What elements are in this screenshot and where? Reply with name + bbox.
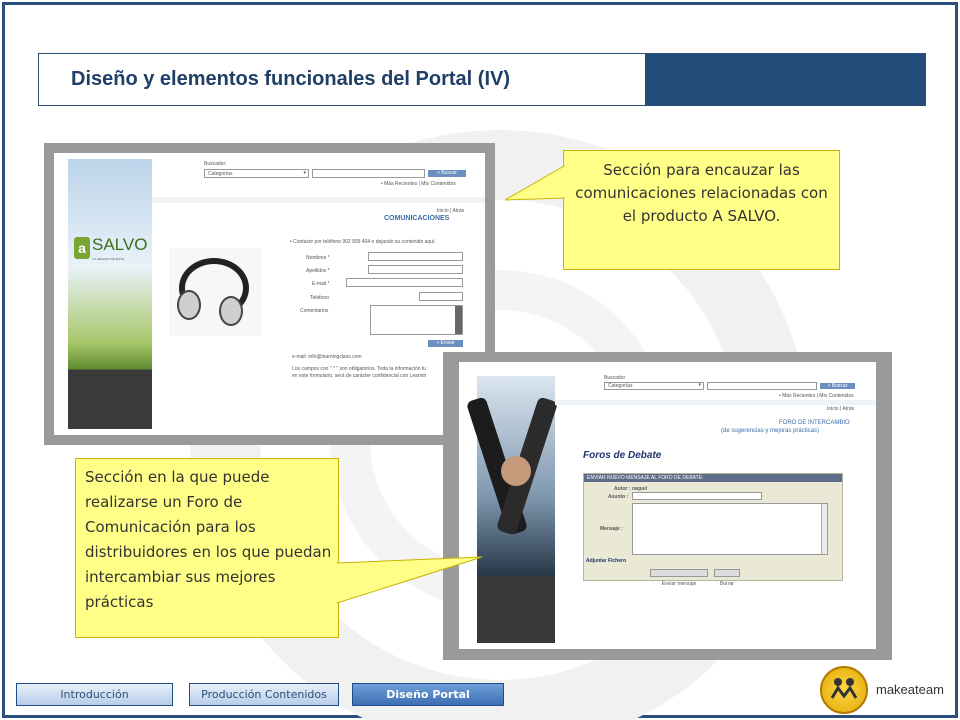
header-divider: [152, 197, 485, 203]
form-header: ENVIAR NUEVO MENSAJE AL FORO DE DEBATE:: [587, 475, 704, 481]
brand: [820, 666, 944, 714]
field-label-email: E-mail *: [312, 281, 330, 287]
footer-line2: en este formulario, será de carácter confidencial con Learnin: [292, 373, 427, 379]
chevron-down-icon: ▾: [698, 382, 701, 388]
callout-bottom-text: Sección en la que puede realizarse un Foro de Comunicación para los distribuidores en los que puedan intercambiar sus mejores prácticas: [85, 468, 332, 611]
header-divider: [555, 400, 876, 405]
author-value: raquel: [632, 486, 648, 492]
recent-links[interactable]: • Más Recientes | Mis Contenidos: [779, 393, 854, 399]
field-label-telefono: Teléfono: [310, 295, 329, 301]
apellidos-input[interactable]: [368, 265, 463, 274]
search-input[interactable]: [312, 169, 425, 178]
callout-top-pointer: [505, 165, 565, 205]
section-title: COMUNICACIONES: [384, 215, 450, 222]
message-textarea[interactable]: [632, 503, 828, 555]
search-input[interactable]: [707, 382, 817, 390]
screenshot-comunicaciones: [44, 143, 495, 445]
scrollbar[interactable]: [455, 306, 462, 334]
search-label: Buscador:: [204, 161, 227, 167]
makeateam-logo: [820, 666, 868, 714]
category-select[interactable]: Categorías ▾: [204, 169, 309, 178]
tab-introduccion[interactable]: Introducción: [16, 683, 173, 706]
title-bar-accent: [645, 54, 925, 105]
nav-links[interactable]: Inicio | Atrás: [437, 208, 465, 214]
screenshot-foro: [443, 352, 892, 660]
callout-bottom: [75, 458, 339, 638]
section-subtitle: (de sugerencias y mejoras prácticas): [721, 428, 820, 434]
field-label-comentarios: Comentarios: [300, 308, 329, 314]
handshake-banner-image: [477, 376, 555, 643]
callout-top-text: Sección para encauzar las comunicaciones relacionadas con el producto A SALVO.: [575, 161, 828, 225]
comentarios-textarea[interactable]: [370, 305, 463, 335]
slide-title: Diseño y elementos funcionales del Portal (IV): [71, 68, 510, 90]
author-label: Autor :: [614, 486, 631, 492]
search-button[interactable]: » Buscar: [820, 383, 855, 389]
nombres-input[interactable]: [368, 252, 463, 261]
telefono-input[interactable]: [419, 292, 463, 301]
forum-heading: Foros de Debate: [583, 450, 662, 461]
section-title: FORO DE INTERCAMBIO: [779, 420, 850, 426]
search-label: Buscador: [604, 375, 626, 381]
asalvo-logo: a SALVO TU SEGURO DE MÓVIL: [74, 235, 148, 265]
subject-label: Asunto :: [608, 494, 629, 500]
category-select[interactable]: Categorías ▾: [604, 382, 704, 390]
contact-text: • Contacte por teléfono 902 909 404 o dejando su contenido aquí.: [290, 239, 436, 245]
headphones-image: [169, 248, 261, 336]
field-label-nombres: Nombres *: [306, 255, 330, 261]
sidebar-banner-image: [68, 159, 152, 429]
message-label: Mensaje :: [600, 526, 623, 532]
attach-file-link[interactable]: Adjuntar Fichero: [586, 558, 627, 564]
callout-bottom-pointer: [337, 555, 487, 615]
scrollbar[interactable]: [821, 504, 827, 554]
forum-form: [583, 473, 843, 587]
search-button[interactable]: » Buscar: [428, 170, 466, 177]
recent-links[interactable]: • Más Recientes | Mis Contenidos: [381, 181, 456, 187]
tab-diseno-portal[interactable]: Diseño Portal: [352, 683, 504, 706]
footer-line1: Los campos con " * " son obligatorios. Toda la información tu: [292, 366, 427, 372]
chevron-down-icon: ▾: [303, 170, 306, 176]
email-line: e-mail: info@learningclass.com: [292, 354, 362, 360]
nav-links[interactable]: Inicio | Atrás: [827, 406, 855, 412]
send-message-button[interactable]: Enviar mensaje: [650, 569, 708, 577]
brand-name: makeateam: [876, 682, 944, 697]
tab-produccion-contenidos[interactable]: Producción Contenidos: [189, 683, 339, 706]
callout-top: [563, 150, 840, 270]
enviar-button[interactable]: » Enviar: [428, 340, 463, 347]
title-bar: [38, 53, 926, 106]
field-label-apellidos: Apellidos *: [306, 268, 330, 274]
subject-input[interactable]: [632, 492, 762, 500]
clear-button[interactable]: Borrar: [714, 569, 740, 577]
email-input[interactable]: [346, 278, 463, 287]
